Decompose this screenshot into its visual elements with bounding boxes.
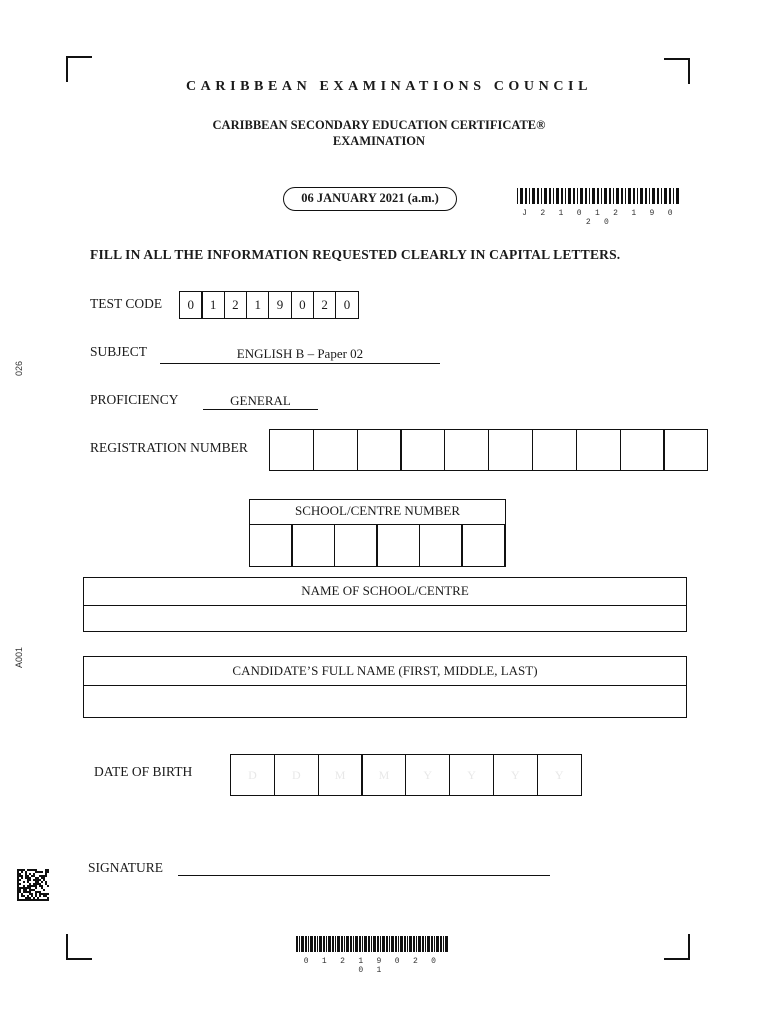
dob-year-box[interactable]: Y <box>493 754 538 796</box>
date-of-birth-boxes <box>230 754 582 796</box>
registration-number-boxes <box>269 429 708 471</box>
school-centre-number-boxes <box>249 525 505 567</box>
registration-digit-box[interactable] <box>663 429 708 471</box>
registration-digit-box[interactable] <box>620 429 665 471</box>
proficiency-label: PROFICIENCY <box>90 392 179 407</box>
bottom-barcode-digits: 0 1 2 1 9 0 2 0 0 1 <box>303 957 441 975</box>
registration-digit-box[interactable] <box>444 429 489 471</box>
test-code-digit: 1 <box>246 291 270 319</box>
corner-mark-bottom-right <box>664 934 690 960</box>
test-code-digit: 0 <box>179 291 203 319</box>
date-of-birth-label: DATE OF BIRTH <box>94 764 193 779</box>
test-code-digit: 1 <box>201 291 225 319</box>
signature-label: SIGNATURE <box>88 860 164 875</box>
datamatrix-code-icon <box>17 869 49 901</box>
school-centre-digit-box[interactable] <box>291 525 335 567</box>
test-code-digit: 0 <box>335 291 359 319</box>
top-barcode <box>517 188 682 227</box>
candidate-name-field[interactable] <box>84 686 686 718</box>
school-centre-number-label: SCHOOL/CENTRE NUMBER <box>250 500 505 525</box>
side-code-upper: 026 <box>14 360 24 376</box>
signature-line[interactable] <box>178 875 550 876</box>
school-centre-digit-box[interactable] <box>419 525 463 567</box>
dob-day-box[interactable]: D <box>274 754 319 796</box>
proficiency-field[interactable]: GENERAL <box>203 393 318 410</box>
school-centre-digit-box[interactable] <box>249 525 293 567</box>
certificate-line-2: EXAMINATION <box>332 134 426 148</box>
registration-digit-box[interactable] <box>532 429 577 471</box>
registration-digit-box[interactable] <box>576 429 621 471</box>
certificate-line-1: CARIBBEAN SECONDARY EDUCATION CERTIFICATE® <box>212 118 546 132</box>
side-code-lower: A001 <box>14 646 24 668</box>
exam-date-badge: 06 JANUARY 2021 (a.m.) <box>283 187 457 211</box>
registration-digit-box[interactable] <box>269 429 314 471</box>
dob-month-box[interactable]: M <box>318 754 363 796</box>
fill-instruction: FILL IN ALL THE INFORMATION REQUESTED CLEARLY IN CAPITAL LETTERS. <box>90 247 621 262</box>
dob-year-box[interactable]: Y <box>449 754 494 796</box>
registration-digit-box[interactable] <box>400 429 445 471</box>
school-centre-number-panel <box>249 499 506 567</box>
council-title: CARIBBEAN EXAMINATIONS COUNCIL <box>185 79 593 94</box>
subject-label: SUBJECT <box>90 344 148 359</box>
test-code-label: TEST CODE <box>90 296 163 311</box>
top-barcode-digits: J 2 1 0 1 2 1 9 0 2 0 <box>522 209 677 227</box>
subject-field[interactable]: ENGLISH B – Paper 02 <box>160 346 440 364</box>
test-code-digit: 0 <box>291 291 315 319</box>
registration-digit-box[interactable] <box>313 429 358 471</box>
bottom-barcode-bars <box>296 936 448 952</box>
school-centre-digit-box[interactable] <box>376 525 420 567</box>
test-code-boxes <box>179 291 359 319</box>
school-centre-digit-box[interactable] <box>461 525 505 567</box>
test-code-digit: 9 <box>268 291 292 319</box>
registration-number-label: REGISTRATION NUMBER <box>90 440 248 455</box>
dob-year-box[interactable]: Y <box>537 754 582 796</box>
dob-year-box[interactable]: Y <box>405 754 450 796</box>
school-name-panel <box>83 577 687 632</box>
bottom-barcode <box>296 936 448 975</box>
top-barcode-bars <box>517 188 682 204</box>
school-name-label: NAME OF SCHOOL/CENTRE <box>84 578 686 606</box>
school-name-field[interactable] <box>84 606 686 632</box>
corner-mark-bottom-left <box>66 934 92 960</box>
candidate-name-panel <box>83 656 687 718</box>
school-centre-digit-box[interactable] <box>334 525 378 567</box>
registration-digit-box[interactable] <box>488 429 533 471</box>
dob-month-box[interactable]: M <box>361 754 406 796</box>
test-code-digit: 2 <box>313 291 337 319</box>
dob-day-box[interactable]: D <box>230 754 275 796</box>
registration-digit-box[interactable] <box>357 429 402 471</box>
test-code-digit: 2 <box>224 291 248 319</box>
candidate-name-label: CANDIDATE’S FULL NAME (FIRST, MIDDLE, LAST) <box>84 657 686 686</box>
certificate-title <box>0 117 758 149</box>
